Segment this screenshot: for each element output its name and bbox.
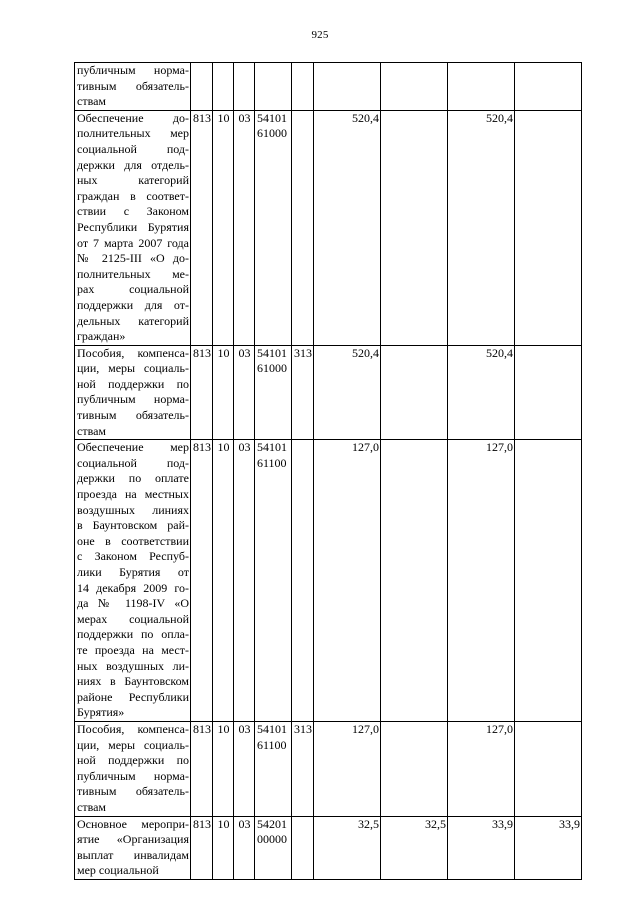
amount-cell-3: 520,4 [448,110,515,345]
table-row [75,440,582,722]
row-name-line: ции, меры социаль- [77,361,189,376]
row-name-line: дельных категорий [77,313,189,328]
row-name-line: ниях в Баунтовском [77,674,189,689]
target-article-cell [255,63,292,111]
row-name-line: оне в соответствии [77,533,189,548]
row-name-line: в Баунтовском рай- [77,518,189,533]
row-name-line: лики Бурятия от [77,565,189,579]
row-name-line: воздушных линиях [77,502,189,517]
target-article-cell [255,110,292,345]
amount-cell-2 [381,110,448,345]
amount-cell-3: 520,4 [448,345,515,440]
target-article-line: 61000 [257,126,287,141]
row-name-line: социальной под- [77,455,189,470]
target-article-cell [255,721,292,816]
row-name-line: Обеспечение до- [77,110,189,125]
row-name-line: проезда на местных [77,487,189,502]
row-name-line: ных категорий [77,173,189,188]
row-name-cell [75,110,191,345]
row-name-line: публичным норма- [77,63,189,77]
ved-cell: 813 [191,816,213,879]
amount-cell-4 [515,110,582,345]
row-name-cell [75,345,191,440]
row-name-line: ной поддержки по [77,753,189,768]
target-article-line: 54101 [257,110,287,125]
amount-cell-1: 127,0 [314,721,381,816]
amount-cell-4 [515,440,582,722]
subsection-cell: 03 [234,345,255,440]
amount-cell-4 [515,63,582,111]
row-name-line: ной поддержки по [77,376,189,391]
target-article-line: 00000 [257,832,287,847]
target-article-line: 54101 [257,440,287,455]
table-row [75,345,582,440]
budget-table [74,62,582,880]
table-row [75,63,582,111]
row-name-line: социальной под- [77,141,189,156]
expense-type-cell: 313 [292,721,314,816]
row-name-line: полнительных мер [77,126,189,141]
row-name-line: рах социальной [77,282,189,297]
target-article-line: 61100 [257,737,287,752]
target-article-line: 54201 [257,816,287,831]
target-article-cell [255,816,292,879]
row-name-line: тивным обязатель- [77,78,189,93]
row-name-line: от 7 марта 2007 года [77,235,189,250]
table-row [75,816,582,879]
amount-cell-1 [314,63,381,111]
page-number: 925 [311,29,329,41]
amount-cell-2: 32,5 [381,816,448,879]
row-name-line: ятие «Организация [77,832,189,847]
amount-cell-3: 127,0 [448,440,515,722]
row-name-line: Республики Бурятия [77,219,189,234]
row-name-line: граждан в соответ- [77,188,189,203]
row-name-line: ции, меры социаль- [77,737,189,752]
row-name-line: районе Республики [77,689,189,704]
row-name-line: поддержки по опла- [77,627,189,642]
amount-cell-1: 127,0 [314,440,381,722]
subsection-cell: 03 [234,440,255,722]
row-name-line: ствии с Законом [77,204,189,219]
target-article-cell [255,345,292,440]
row-name-cell [75,63,191,111]
row-name-line: Обеспечение мер [77,440,189,455]
amount-cell-1: 32,5 [314,816,381,879]
amount-cell-3 [448,63,515,111]
amount-cell-4 [515,345,582,440]
amount-cell-2 [381,345,448,440]
amount-cell-2 [381,63,448,111]
row-name-line: граждан» [77,329,126,344]
expense-type-cell [292,110,314,345]
row-name-line: держки по оплате [77,471,189,486]
row-name-line: Бурятия» [77,705,125,720]
row-name-line: Основное меропри- [77,816,189,831]
amount-cell-4 [515,721,582,816]
row-name-line: Пособия, компенса- [77,345,189,360]
row-name-line: тивным обязатель- [77,408,189,423]
table-row [75,110,582,345]
row-name-line: ствам [77,94,106,109]
ved-cell: 813 [191,440,213,722]
expense-type-cell [292,816,314,879]
row-name-line: держки для отдель- [77,157,189,172]
section-cell: 10 [213,345,234,440]
row-name-line: 14 декабря 2009 го- [77,580,189,595]
row-name-line: № 2125-III «О до- [77,251,189,266]
ved-cell: 813 [191,110,213,345]
row-name-line: поддержки для от- [77,297,189,312]
row-name-cell [75,440,191,722]
expense-type-cell [292,440,314,722]
target-article-line: 61100 [257,455,287,470]
row-name-cell [75,816,191,879]
row-name-line: публичным норма- [77,768,189,783]
amount-cell-1: 520,4 [314,110,381,345]
amount-cell-3: 33,9 [448,816,515,879]
row-name-line: ных воздушных ли- [77,658,189,673]
target-article-line: 54101 [257,721,287,736]
ved-cell [191,63,213,111]
expense-type-cell: 313 [292,345,314,440]
amount-cell-4: 33,9 [515,816,582,879]
row-name-line: с Законом Респуб- [77,549,189,564]
amount-cell-2 [381,721,448,816]
row-name-line: Пособия, компенса- [77,721,189,736]
row-name-line: ствам [77,799,106,814]
amount-cell-2 [381,440,448,722]
target-article-cell [255,440,292,722]
subsection-cell: 03 [234,816,255,879]
subsection-cell [234,63,255,111]
section-cell [213,63,234,111]
row-name-line: мер социальной [77,863,159,878]
target-article-line: 54101 [257,345,287,360]
amount-cell-1: 520,4 [314,345,381,440]
target-article-line: 61000 [257,361,287,376]
section-cell: 10 [213,721,234,816]
row-name-line: полнительных ме- [77,266,189,281]
subsection-cell: 03 [234,110,255,345]
section-cell: 10 [213,110,234,345]
row-name-line: ствам [77,423,106,438]
row-name-line: мерах социальной [77,611,189,626]
section-cell: 10 [213,440,234,722]
row-name-line: тивным обязатель- [77,784,189,799]
subsection-cell: 03 [234,721,255,816]
row-name-line: публичным норма- [77,392,189,407]
ved-cell: 813 [191,345,213,440]
section-cell: 10 [213,816,234,879]
expense-type-cell [292,63,314,111]
row-name-line: выплат инвалидам [77,847,189,862]
row-name-line: те проезда на мест- [77,642,189,657]
table-row [75,721,582,816]
row-name-line: да № 1198-IV «О [77,596,189,611]
amount-cell-3: 127,0 [448,721,515,816]
ved-cell: 813 [191,721,213,816]
row-name-cell [75,721,191,816]
